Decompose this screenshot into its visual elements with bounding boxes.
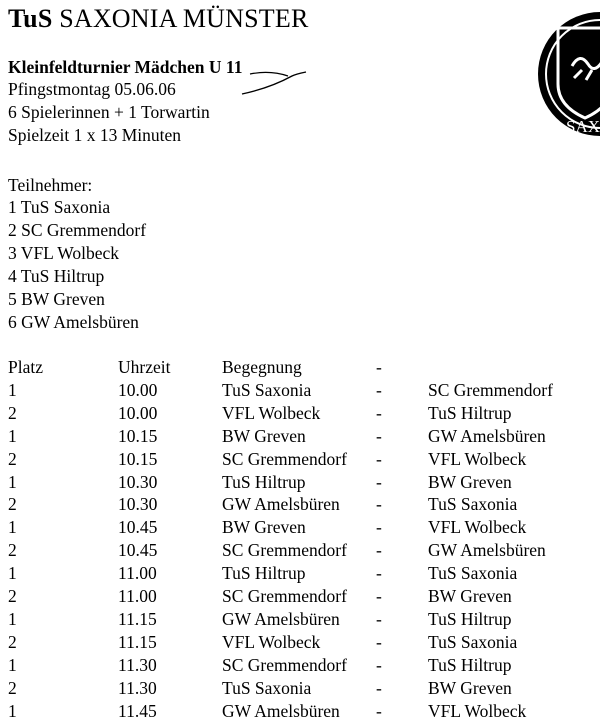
match-time: 10.15 (118, 448, 158, 469)
club-title (8, 4, 309, 34)
club-logo-icon (530, 6, 600, 146)
match-field: 2 (8, 631, 17, 652)
match-home-team: GW Amelsbüren (222, 494, 340, 515)
match-separator: - (376, 517, 382, 538)
match-field: 1 (8, 608, 17, 629)
match-time: 10.00 (118, 379, 158, 400)
match-time: 11.15 (118, 631, 157, 652)
match-row (0, 448, 600, 471)
schedule-header-row (0, 356, 600, 379)
match-row (0, 379, 600, 402)
match-row (0, 493, 600, 516)
match-away-team: VFL Wolbeck (428, 700, 527, 721)
match-separator: - (376, 654, 382, 675)
match-field: 2 (8, 402, 17, 423)
match-home-team: SC Gremmendorf (222, 540, 347, 561)
header-away (428, 356, 600, 379)
club-name: SAXONIA MÜNSTER (59, 4, 309, 33)
match-home-team: GW Amelsbüren (222, 700, 340, 721)
match-separator: - (376, 379, 382, 400)
match-away-team: VFL Wolbeck (428, 517, 527, 538)
match-home-team: TuS Hiltrup (222, 471, 306, 492)
event-title: Kleinfeldturnier Mädchen U 11 (8, 57, 243, 77)
match-separator: - (376, 425, 382, 446)
match-row (0, 425, 600, 448)
match-away-team: GW Amelsbüren (428, 425, 546, 446)
match-away-team: SC Gremmendorf (428, 379, 553, 400)
match-separator: - (376, 700, 382, 721)
header-time: Uhrzeit (118, 357, 171, 377)
participant-item: 2 SC Gremmendorf (8, 220, 147, 240)
match-away-team: TuS Hiltrup (428, 654, 512, 675)
match-row (0, 585, 600, 608)
match-home-team: VFL Wolbeck (222, 631, 321, 652)
match-away-team: TuS Hiltrup (428, 402, 512, 423)
match-field: 2 (8, 677, 17, 698)
match-separator: - (376, 402, 382, 423)
match-separator: - (376, 677, 382, 698)
event-players: 6 Spielerinnen + 1 Torwartin (8, 102, 210, 122)
match-time: 10.00 (118, 402, 158, 423)
match-time: 11.30 (118, 654, 157, 675)
match-field: 1 (8, 379, 17, 400)
participant-item: 6 GW Amelsbüren (8, 312, 139, 332)
match-time: 10.45 (118, 540, 158, 561)
match-away-team: BW Greven (428, 586, 512, 607)
match-row (0, 631, 600, 654)
match-field: 2 (8, 494, 17, 515)
handwritten-mark (240, 68, 310, 98)
match-field: 2 (8, 540, 17, 561)
match-row (0, 402, 600, 425)
match-away-team: BW Greven (428, 471, 512, 492)
match-field: 1 (8, 700, 17, 721)
match-row (0, 471, 600, 494)
match-home-team: SC Gremmendorf (222, 448, 347, 469)
match-home-team: TuS Saxonia (222, 677, 312, 698)
participant-item: 3 VFL Wolbeck (8, 243, 120, 263)
header-dash: - (376, 357, 382, 377)
header-match: Begegnung (222, 357, 302, 377)
match-time: 11.45 (118, 700, 157, 721)
match-separator: - (376, 471, 382, 492)
match-field: 1 (8, 425, 17, 446)
participant-item: 5 BW Greven (8, 289, 105, 309)
match-separator: - (376, 631, 382, 652)
match-away-team: TuS Saxonia (428, 631, 518, 652)
match-home-team: TuS Hiltrup (222, 563, 306, 584)
match-home-team: VFL Wolbeck (222, 402, 321, 423)
logo-text: SAX (566, 117, 600, 136)
match-field: 1 (8, 517, 17, 538)
match-time: 11.30 (118, 677, 157, 698)
club-prefix: TuS (8, 4, 53, 33)
match-time: 11.15 (118, 608, 157, 629)
match-time: 10.30 (118, 494, 158, 515)
match-row (0, 516, 600, 539)
match-time: 11.00 (118, 586, 157, 607)
schedule-body (0, 379, 600, 723)
match-away-team: BW Greven (428, 677, 512, 698)
match-separator: - (376, 448, 382, 469)
match-row (0, 700, 600, 723)
match-row (0, 608, 600, 631)
match-home-team: BW Greven (222, 517, 306, 538)
match-row (0, 654, 600, 677)
match-row (0, 562, 600, 585)
match-away-team: TuS Hiltrup (428, 608, 512, 629)
participants-heading: Teilnehmer: (8, 175, 93, 195)
match-row (0, 539, 600, 562)
match-separator: - (376, 540, 382, 561)
match-time: 10.30 (118, 471, 158, 492)
match-field: 2 (8, 586, 17, 607)
match-separator: - (376, 608, 382, 629)
match-away-team: VFL Wolbeck (428, 448, 527, 469)
participant-item: 1 TuS Saxonia (8, 197, 111, 217)
match-home-team: SC Gremmendorf (222, 654, 347, 675)
match-field: 2 (8, 448, 17, 469)
match-separator: - (376, 563, 382, 584)
match-home-team: BW Greven (222, 425, 306, 446)
match-home-team: SC Gremmendorf (222, 586, 347, 607)
match-time: 10.45 (118, 517, 158, 538)
match-away-team: GW Amelsbüren (428, 540, 546, 561)
event-playtime: Spielzeit 1 x 13 Minuten (8, 125, 182, 145)
match-field: 1 (8, 563, 17, 584)
event-date: Pfingstmontag 05.06.06 (8, 79, 176, 99)
match-row (0, 677, 600, 700)
match-field: 1 (8, 654, 17, 675)
participant-item: 4 TuS Hiltrup (8, 266, 105, 286)
match-time: 11.00 (118, 563, 157, 584)
match-away-team: TuS Saxonia (428, 563, 518, 584)
match-home-team: TuS Saxonia (222, 379, 312, 400)
match-time: 10.15 (118, 425, 158, 446)
match-home-team: GW Amelsbüren (222, 608, 340, 629)
participant-list (8, 196, 146, 334)
match-away-team: TuS Saxonia (428, 494, 518, 515)
schedule-table (0, 356, 600, 723)
match-separator: - (376, 494, 382, 515)
match-field: 1 (8, 471, 17, 492)
match-separator: - (376, 586, 382, 607)
header-platz: Platz (8, 357, 43, 377)
